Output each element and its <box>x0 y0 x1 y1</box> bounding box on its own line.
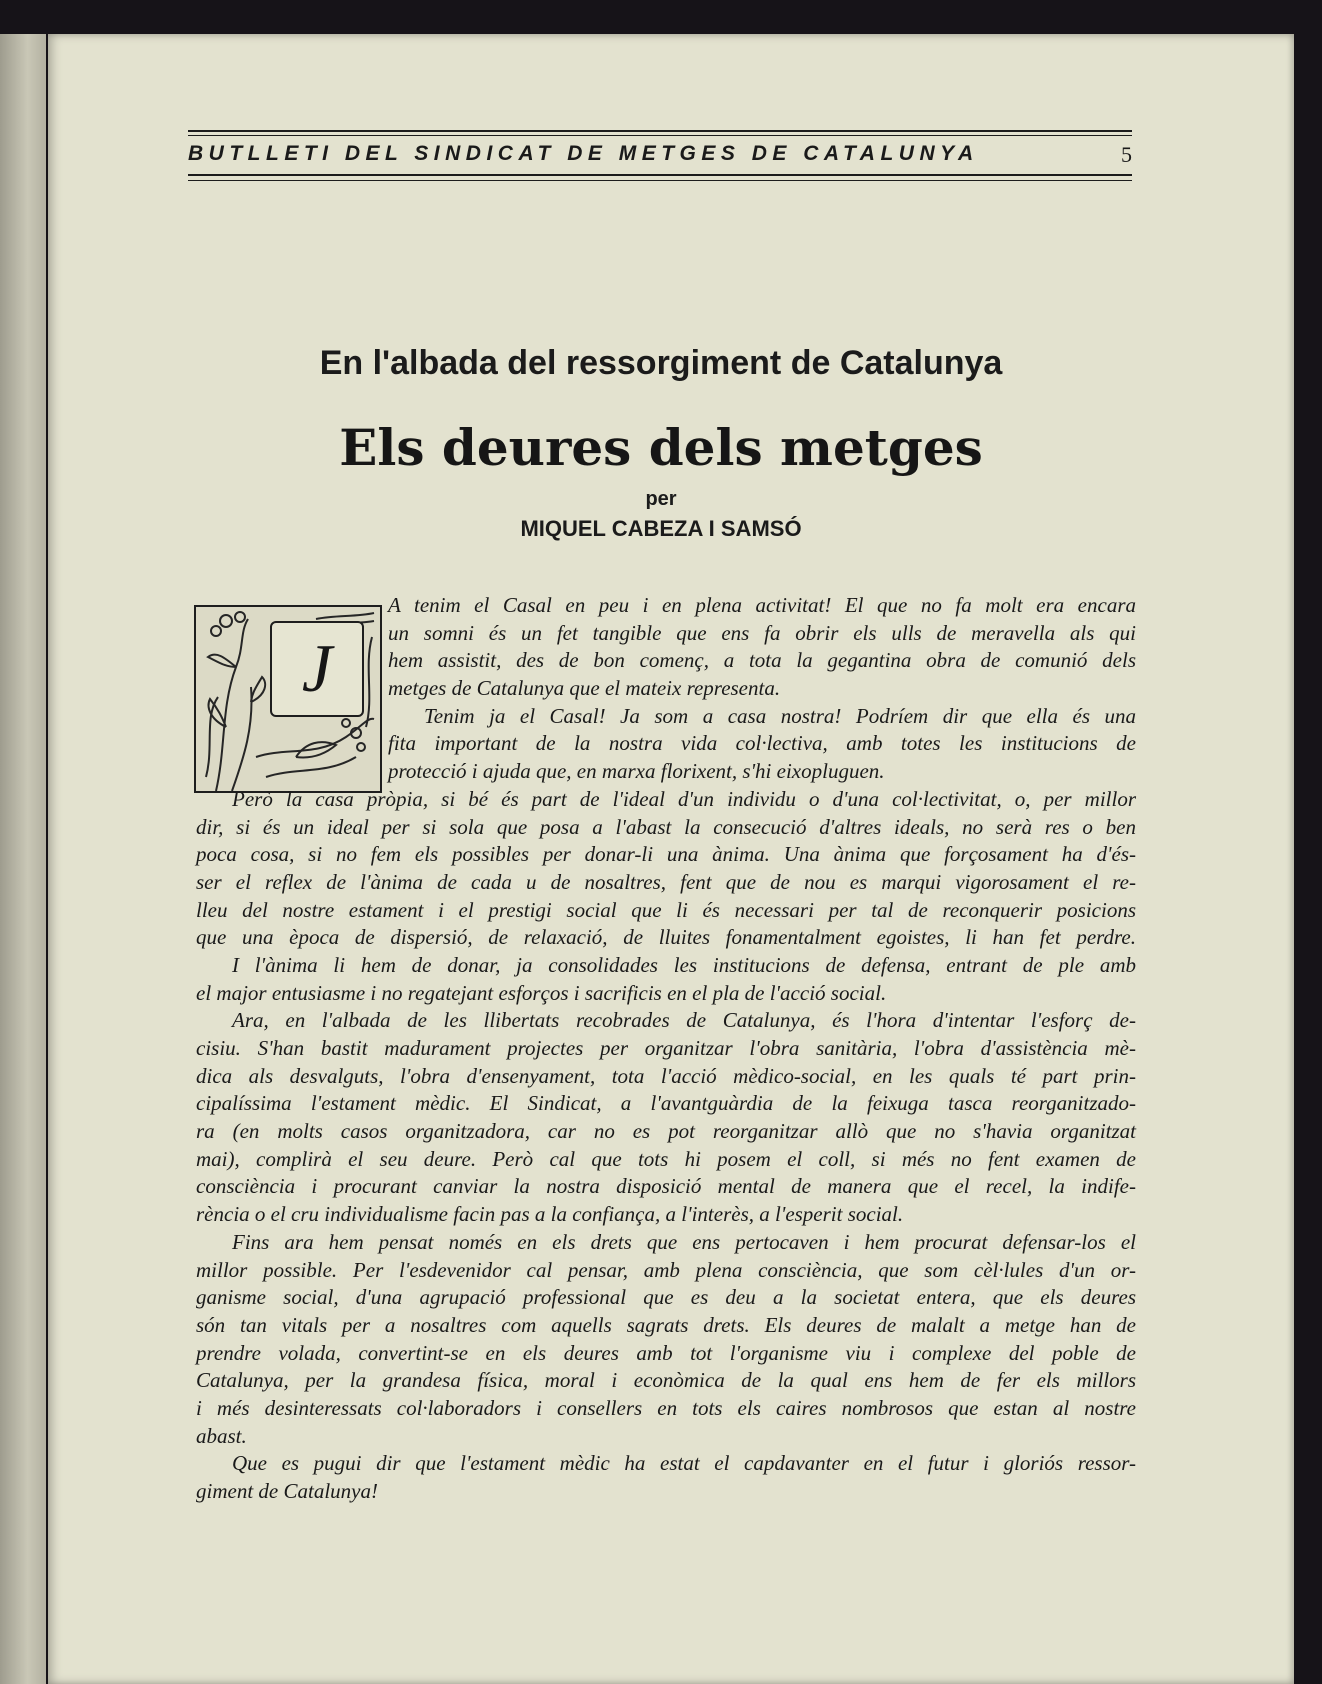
body-line: hem assistit, des de bon començ, a tota la gegantina obra de comunió dels <box>388 648 1136 673</box>
article-author: MIQUEL CABEZA I SAMSÓ <box>520 516 802 541</box>
initial-letter: J <box>301 630 333 706</box>
body-line: cipalíssima l'estament mèdic. El Sindicat, a l'avantguàrdia de la feixuga tasca reorganitzado- <box>196 1091 1136 1116</box>
body-line: Però la casa pròpia, si bé és part de l'ideal d'un individu o d'una col·lectivitat, o, per millor <box>232 786 1136 811</box>
header-rule <box>188 130 1132 132</box>
body-line: millor possible. Per l'esdevenidor cal pensar, amb plena consciència, que som cèl·lules d'un or- <box>196 1257 1136 1282</box>
body-line: I l'ànima li hem de donar, ja consolidades les institucions de defensa, entrant de ple amb <box>232 952 1136 977</box>
body-line: metges de Catalunya que el mateix representa. <box>388 676 781 701</box>
body-line: fita important de la nostra vida col·lectiva, amb totes les institucions de <box>388 731 1136 756</box>
byline-per: per <box>645 488 677 510</box>
body-line: protecció i ajuda que, en marxa florixent, s'hi eixopluguen. <box>388 759 885 784</box>
article-title: Els deures dels metges <box>339 418 983 477</box>
body-line: mai), complirà el seu deure. Però cal que tots hi posem el coll, si més no fent examen de <box>196 1146 1136 1171</box>
body-line: abast. <box>196 1423 247 1448</box>
body-line: dica als desvalguts, l'obra d'ensenyament, tota l'acció mèdico-social, en les quals té part prin- <box>196 1063 1136 1088</box>
body-line: rència o el cru individualisme facin pas a la confiança, a l'interès, a l'esperit social. <box>196 1202 904 1227</box>
body-line: prendre volada, convertint-se en els deures amb tot l'organisme viu i complexe del poble de <box>196 1340 1136 1365</box>
body-line: Tenim ja el Casal! Ja som a casa nostra! Podríem dir que ella és una <box>424 703 1136 728</box>
body-line: cisiu. S'han bastit madurament projectes per organitzar l'obra sanitària, l'obra d'assistència mè- <box>196 1036 1136 1060</box>
body-line: un somni és un fet tangible que ens fa obrir els ulls de meravella als qui <box>388 620 1136 645</box>
body-line: poca cosa, si no fem els possibles per donar-li una ànima. Una ànima que forçosament ha d'és- <box>196 842 1136 867</box>
article-kicker: En l'albada del ressorgiment de Catalunya <box>319 344 1003 382</box>
body-line: són tan vitals per a nosaltres com aquells sagrats drets. Els deures de malalt a metge han de <box>196 1312 1136 1337</box>
body-line: consciència i procurant canviar la nostra disposició mental de manera que el recel, la indife- <box>196 1174 1136 1199</box>
header-rule <box>188 180 1132 181</box>
body-line: giment de Catalunya! <box>196 1479 378 1503</box>
body-line: el major entusiasme i no regatejant esforços i sacrificis en el pla de l'acció social. <box>196 980 887 1005</box>
header-rule <box>188 135 1132 136</box>
body-line: que una època de dispersió, de relaxació, de lluites fonamentalment egoistes, li han fet perdre. <box>196 925 1136 950</box>
running-header <box>188 130 1132 184</box>
header-rule <box>188 174 1132 176</box>
article-body <box>196 592 1136 1506</box>
body-line: A tenim el Casal en peu i en plena activitat! El que no fa molt era encara <box>388 593 1136 617</box>
page-number: 5 <box>1121 142 1132 167</box>
body-line: ser el reflex de l'ànima de cada u de nosaltres, fent que de nou es marqui vigorosament el re- <box>196 869 1136 894</box>
body-line: ra (en molts casos organitzadora, car no es pot reorganitzar allò que no s'havia organitzat <box>196 1119 1136 1144</box>
body-line: Que es pugui dir que l'estament mèdic ha estat el capdavanter en el futur i gloriós ressor- <box>232 1451 1136 1476</box>
running-head-title: BUTLLETI DEL SINDICAT DE METGES DE CATALUNYA <box>188 142 979 165</box>
body-line: lleu del nostre estament i el prestigi social que li és necessari per tal de reconquerir posicions <box>196 897 1136 922</box>
body-line: Catalunya, per la grandesa física, moral i econòmica de la qual ens hem de fer els millors <box>196 1368 1136 1393</box>
facing-page-edge <box>0 34 46 1684</box>
body-line: Ara, en l'albada de les llibertats recobrades de Catalunya, és l'hora d'intentar l'esforç de- <box>232 1008 1136 1033</box>
body-line: ganisme social, d'una agrupació professional que es deu a la societat entera, que els deures <box>196 1285 1136 1310</box>
body-line: Fins ara hem pensat només en els drets que ens pertocaven i hem procurat defensar-los el <box>232 1229 1136 1254</box>
body-line: i més desinteressats col·laboradors i consellers en tots els caires nombrosos que estan al nostre <box>196 1395 1136 1420</box>
body-line: dir, si és un ideal per si sola que posa a l'abast la consecució d'altres ideals, no serà res o ben <box>196 814 1136 839</box>
